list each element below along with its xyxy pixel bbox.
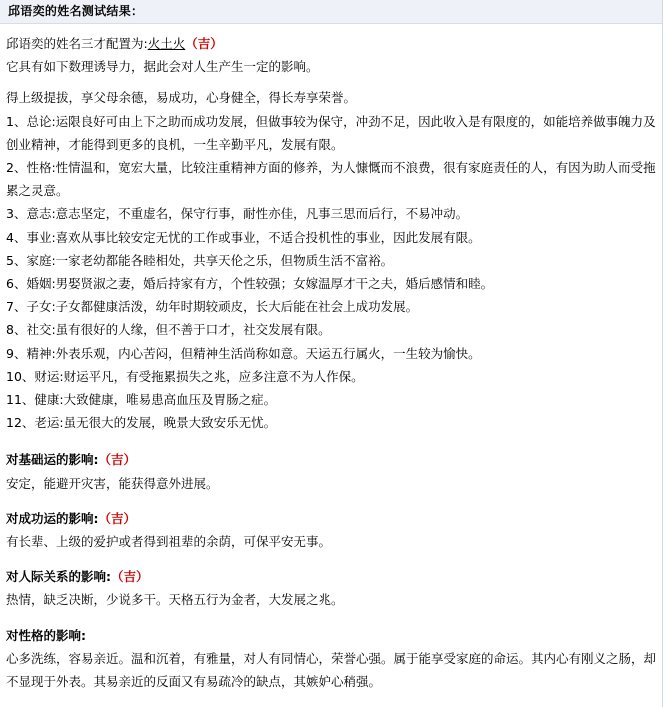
item-old-age: 12、老运:虽无很大的发展，晚景大致安乐无忧。 <box>6 415 277 431</box>
section-title: 对性格的影响: <box>6 627 86 643</box>
item-spirit: 9、精神:外表乐观，内心苦闷，但精神生活尚称如意。天运五行属火，一生较为愉快。 <box>6 345 481 361</box>
item-career: 4、事业:喜欢从事比较安定无忧的工作或事业，不适合投机性的事业，因此发展有限。 <box>6 229 481 245</box>
sancai-prefix: 邱语奕的姓名三才配置为: <box>6 36 148 51</box>
section-title: 对人际关系的影响: <box>6 569 111 585</box>
section-foundation-text: 安定，能避开灾害，能获得意外进展。 <box>6 475 219 491</box>
item-family: 5、家庭:一家老幼都能各睦相处，共享天伦之乐，但物质生活不富裕。 <box>6 252 394 268</box>
item-marriage: 6、婚姻:男娶贤淑之妻，婚后持家有方，个性较强；女嫁温厚才干之夫，婚后感情和睦。 <box>6 276 494 292</box>
section-character-title <box>6 624 656 647</box>
item-social: 8、社交:虽有很好的人缘，但不善于口才，社交发展有限。 <box>6 322 331 338</box>
sancai-rating: （吉） <box>185 36 223 51</box>
section-title: 对基础运的影响: <box>6 452 99 468</box>
section-title: 对成功运的影响: <box>6 510 99 526</box>
section-success-text: 有长辈、上级的爱护或者得到祖辈的余荫，可保平安无事。 <box>6 534 332 550</box>
section-rating: （吉） <box>98 452 137 468</box>
intro-line: 它具有如下数理诱导力，据此会对人生产生一定的影响。 <box>6 59 319 75</box>
item-wealth: 10、财运:财运平凡，有受拖累损失之兆，应多注意不为人作保。 <box>6 368 364 384</box>
section-foundation-title <box>6 448 656 471</box>
item-personality: 2、性格:性情温和，宽宏大量，比较注重精神方面的修养，为人慷慨而不浪费，很有家庭责任的人，有因为助人而受拖累之灵意。 <box>6 160 656 199</box>
result-content <box>0 24 662 693</box>
section-relations-text: 热情，缺乏决断，少说多干。天格五行为金者，大发展之兆。 <box>6 592 344 608</box>
section-success-title <box>6 507 656 530</box>
section-character-text: 心多洗练，容易亲近。温和沉着，有雅量，对人有同情心，荣誉心强。属于能享受家庭的命运。其内心有刚义之肠，却不显现于外表。其易亲近的反面又有易疏冷的缺点，其嫉妒心稍强。 <box>6 650 657 690</box>
section-rating: （吉） <box>111 569 149 585</box>
sancai-line <box>6 32 656 55</box>
item-will: 3、意志:意志坚定，不重虚名，保守行事，耐性亦佳，凡事三思而后行，不易冲动。 <box>6 206 469 222</box>
sancai-value: 火土火 <box>147 36 186 51</box>
item-children: 7、子女:子女都健康活泼，幼年时期较顽皮，长大后能在社会上成功发展。 <box>6 299 419 315</box>
item-overall: 1、总论:运限良好可由上下之助而成功发展，但做事较为保守，冲劲不足，因此收入是有限度的，如能培养做事魄力及创业精神，才能得到更多的良机，一生辛勤平凡，发展有限。 <box>6 113 656 152</box>
section-rating: （吉） <box>98 510 137 526</box>
section-relations-title <box>6 565 656 588</box>
item-health: 11、健康:大致健康，唯易患高血压及胃肠之症。 <box>6 392 277 408</box>
summary-line: 得上级提拔，享父母余德，易成功，心身健全，得长寿享荣誉。 <box>6 90 357 106</box>
result-header: 邱语奕的姓名测试结果： <box>0 0 662 24</box>
